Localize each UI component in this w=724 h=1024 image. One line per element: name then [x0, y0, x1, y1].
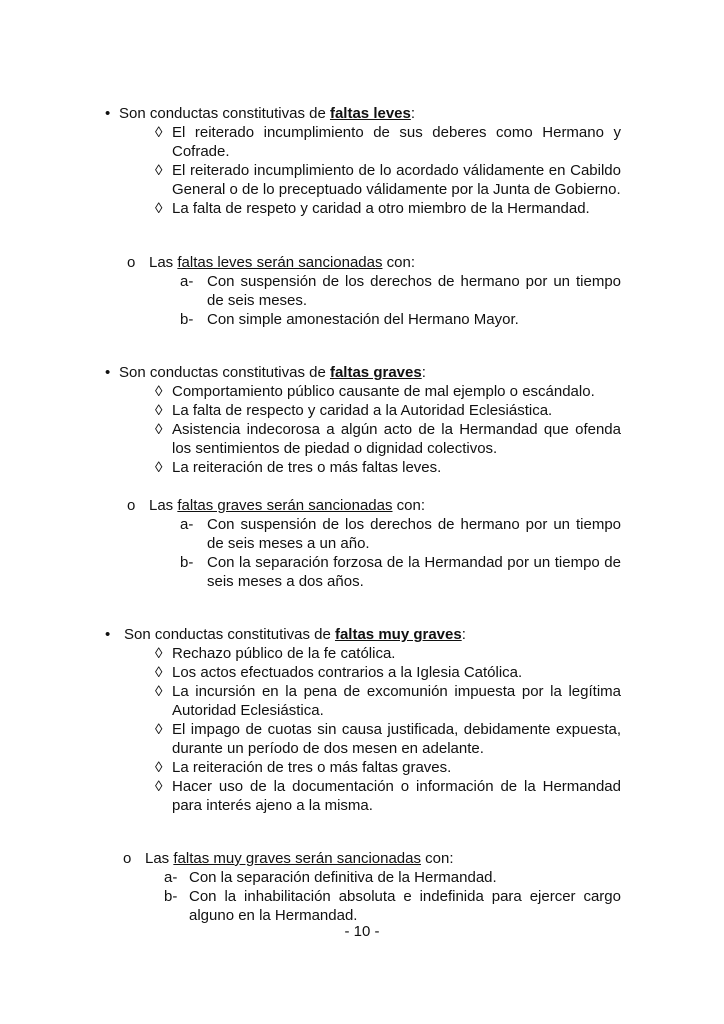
circle-icon: o: [123, 850, 132, 867]
list-item: [155, 458, 621, 477]
item-text: La reiteración de tres o más faltas graves.: [172, 759, 452, 776]
item-text: La falta de respeto y caridad a otro miembro de la Hermandad.: [172, 200, 590, 217]
list-item: [155, 682, 621, 720]
list-item: [155, 644, 621, 663]
diamond-icon: ◊: [155, 124, 163, 141]
sanction-list: [180, 515, 621, 591]
sanction-list: [180, 272, 621, 329]
sanction-post: con:: [392, 497, 426, 514]
circle-icon: o: [127, 497, 136, 514]
heading-suffix: :: [410, 105, 416, 122]
sanction-post: con:: [421, 850, 454, 867]
sanction-heading: [127, 253, 415, 272]
section-heading: [105, 363, 426, 382]
list-item: [155, 382, 621, 401]
list-item: [164, 868, 621, 887]
sanction-pre: Las: [145, 850, 174, 867]
sanction-underlined: faltas muy graves serán sancionadas: [173, 850, 421, 867]
diamond-icon: ◊: [155, 162, 163, 179]
diamond-icon: ◊: [155, 402, 163, 419]
diamond-icon: ◊: [155, 778, 163, 795]
item-text: Con la separación forzosa de la Hermandad por un tiempo de seis meses a dos años.: [207, 554, 621, 590]
list-item: [155, 199, 621, 218]
heading-suffix: :: [461, 626, 466, 643]
item-text: Con la separación definitiva de la Hermandad.: [189, 869, 497, 886]
conduct-list: [155, 644, 621, 815]
section-heading: [105, 625, 466, 644]
diamond-icon: ◊: [155, 664, 163, 681]
list-item: [155, 720, 621, 758]
diamond-icon: ◊: [155, 459, 163, 476]
page-number: - 10 -: [344, 923, 380, 940]
diamond-icon: ◊: [155, 421, 163, 438]
item-text: Hacer uso de la documentación o información de la Hermandad para interés ajeno a la misma.: [172, 778, 621, 814]
item-letter: a-: [180, 273, 194, 290]
sanction-heading: [127, 496, 425, 515]
heading-keyword: faltas leves: [329, 105, 411, 122]
diamond-icon: ◊: [155, 721, 163, 738]
item-text: El reiterado incumplimiento de lo acordado válidamente en Cabildo General o de lo preceptuado válidamente por la Junta de Gobierno.: [172, 162, 621, 198]
item-text: La incursión en la pena de excomunión impuesta por la legítima Autoridad Eclesiástica.: [172, 683, 621, 719]
sanction-underlined: faltas graves serán sancionadas: [177, 497, 393, 514]
list-item: [155, 420, 621, 458]
list-item: [155, 401, 621, 420]
section-heading: [105, 104, 415, 123]
list-item: [155, 123, 621, 161]
item-text: Comportamiento público causante de mal ejemplo o escándalo.: [172, 383, 595, 400]
heading-keyword: faltas muy graves: [334, 626, 462, 643]
item-text: Asistencia indecorosa a algún acto de la Hermandad que ofenda los sentimientos de piedad o dignidad colectivos.: [172, 421, 621, 457]
item-text: La falta de respecto y caridad a la Autoridad Eclesiástica.: [172, 402, 553, 419]
diamond-icon: ◊: [155, 200, 163, 217]
item-letter: b-: [180, 554, 194, 571]
list-item: [155, 663, 621, 682]
heading-keyword: faltas graves: [329, 364, 422, 381]
list-item: [164, 887, 621, 925]
item-text: Con suspensión de los derechos de hermano por un tiempo de seis meses a un año.: [207, 516, 621, 552]
sanction-pre: Las: [149, 497, 178, 514]
item-text: Con simple amonestación del Hermano Mayor.: [207, 311, 519, 328]
list-item: [180, 553, 621, 591]
bullet-icon: •: [105, 626, 111, 643]
item-text: El reiterado incumplimiento de sus deberes como Hermano y Cofrade.: [172, 124, 621, 160]
item-text: Rechazo público de la fe católica.: [172, 645, 396, 662]
diamond-icon: ◊: [155, 645, 163, 662]
bullet-icon: •: [105, 364, 111, 381]
heading-prefix: Son conductas constitutivas de: [119, 105, 330, 122]
conduct-list: [155, 123, 621, 218]
item-letter: b-: [180, 311, 194, 328]
list-item: [155, 777, 621, 815]
sanction-pre: Las: [149, 254, 178, 271]
item-text: Los actos efectuados contrarios a la Iglesia Católica.: [172, 664, 523, 681]
item-text: Con suspensión de los derechos de hermano por un tiempo de seis meses.: [207, 273, 621, 309]
conduct-list: [155, 382, 621, 477]
sanction-post: con:: [382, 254, 416, 271]
bullet-icon: •: [105, 105, 111, 122]
item-letter: a-: [180, 516, 194, 533]
item-text: La reiteración de tres o más faltas leves.: [172, 459, 442, 476]
heading-prefix: Son conductas constitutivas de: [124, 626, 335, 643]
item-letter: a-: [164, 869, 178, 886]
item-text: El impago de cuotas sin causa justificada, debidamente expuesta, durante un período de dos mesen en adelante.: [172, 721, 621, 757]
list-item: [155, 758, 621, 777]
diamond-icon: ◊: [155, 383, 163, 400]
diamond-icon: ◊: [155, 683, 163, 700]
item-text: Con la inhabilitación absoluta e indefinida para ejercer cargo alguno en la Hermandad.: [189, 888, 621, 924]
sanction-list: [164, 868, 621, 925]
diamond-icon: ◊: [155, 759, 163, 776]
sanction-underlined: faltas leves serán sancionadas: [177, 254, 383, 271]
circle-icon: o: [127, 254, 136, 271]
list-item: [180, 515, 621, 553]
heading-prefix: Son conductas constitutivas de: [119, 364, 330, 381]
sanction-heading: [123, 849, 454, 868]
list-item: [180, 310, 621, 329]
heading-suffix: :: [421, 364, 426, 381]
list-item: [155, 161, 621, 199]
item-letter: b-: [164, 888, 178, 905]
list-item: [180, 272, 621, 310]
